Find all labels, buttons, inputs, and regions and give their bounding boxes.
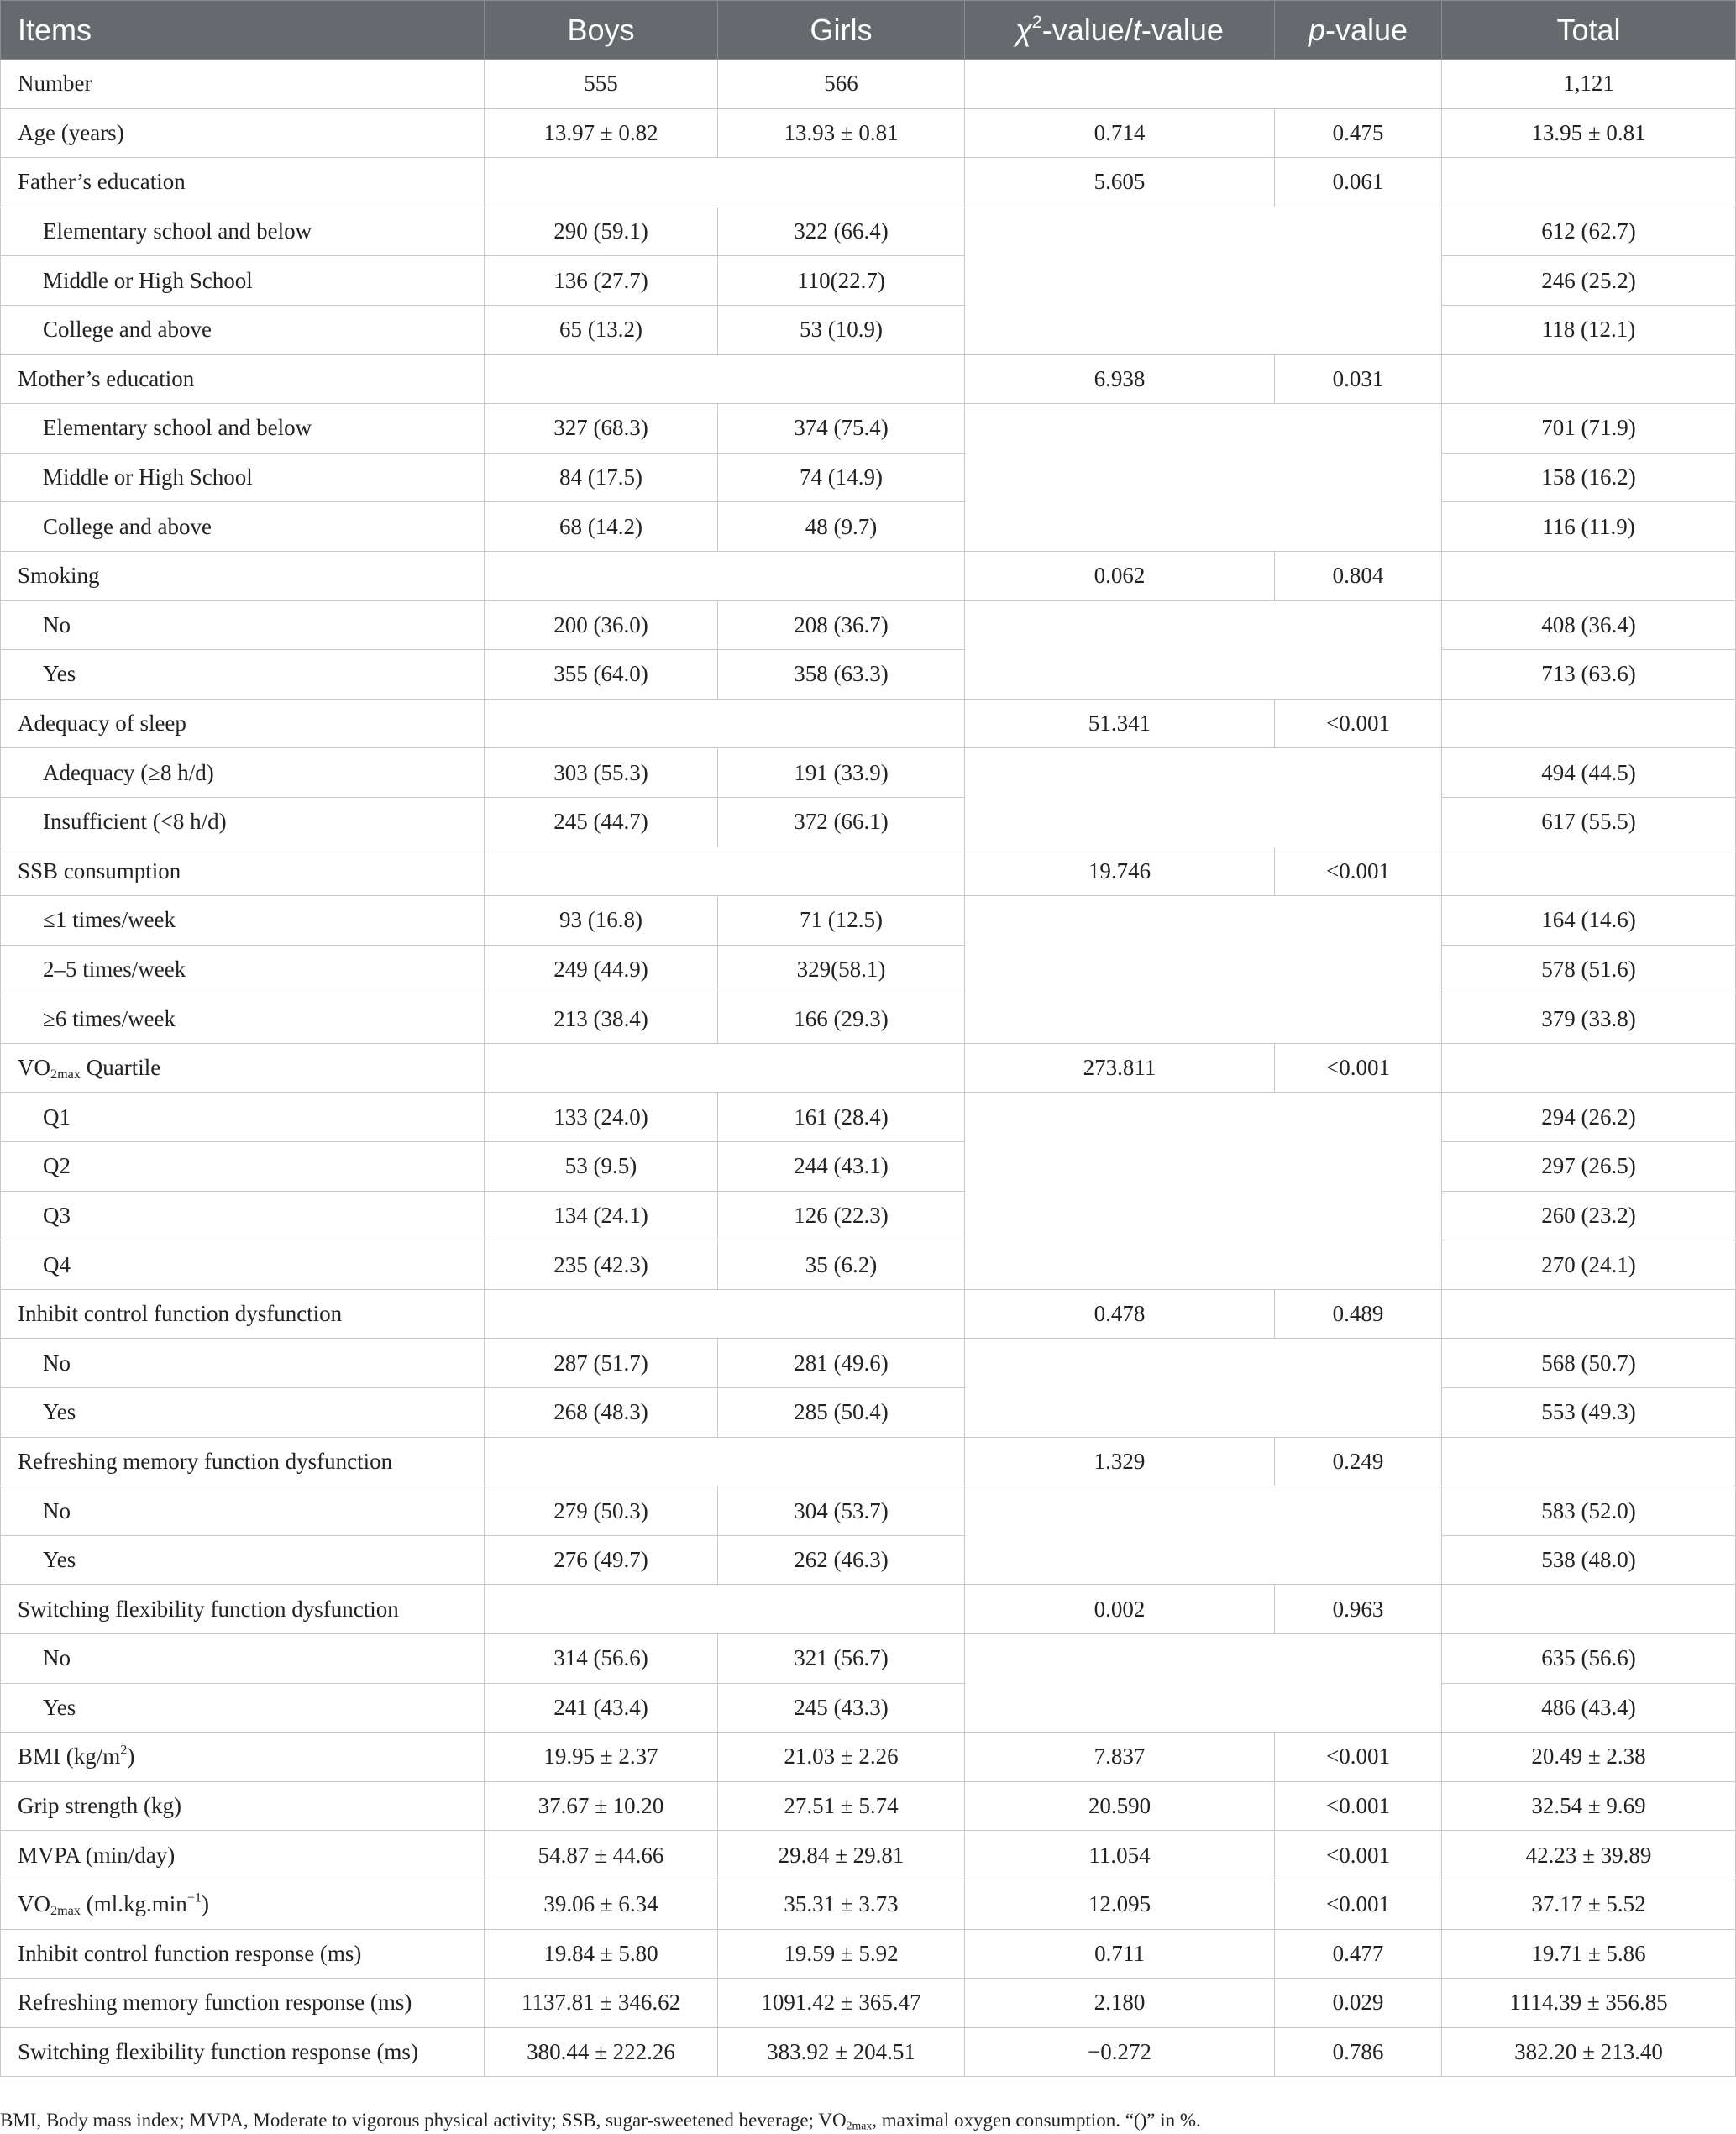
cell-total: 583 (52.0) (1442, 1486, 1736, 1536)
cell-p-value: <0.001 (1275, 1733, 1442, 1782)
cell-boys: 19.84 ± 5.80 (485, 1929, 718, 1979)
cell-girls: 322 (66.4) (718, 207, 965, 256)
cell-boys: 249 (44.9) (485, 945, 718, 994)
cell-total: 701 (71.9) (1442, 404, 1736, 454)
cell-girls: 374 (75.4) (718, 404, 965, 454)
cell-statistic: 273.811 (965, 1043, 1275, 1093)
row-label: Elementary school and below (1, 404, 485, 454)
row-label: Grip strength (kg) (1, 1781, 485, 1831)
row-sub (1, 305, 1736, 354)
cell-total: 538 (48.0) (1442, 1535, 1736, 1585)
cell-empty (965, 896, 1442, 1044)
cell-boys: 68 (14.2) (485, 502, 718, 552)
cell-total: 164 (14.6) (1442, 896, 1736, 946)
row-sub (1, 748, 1736, 798)
row-sub (1, 945, 1736, 994)
row-label: Elementary school and below (1, 207, 485, 256)
cell-girls: 304 (53.7) (718, 1486, 965, 1536)
header-total: Total (1442, 1, 1736, 60)
row-inhibit-response (1, 1929, 1736, 1979)
row-father-education (1, 158, 1736, 207)
cell-total: 42.23 ± 39.89 (1442, 1831, 1736, 1880)
row-label: Switching flexibility function response (ms) (1, 2027, 485, 2077)
cell-empty (485, 354, 965, 404)
cell-statistic: 1.329 (965, 1437, 1275, 1486)
cell-p-value: 0.061 (1275, 158, 1442, 207)
row-vo2max-quartile (1, 1043, 1736, 1093)
cell-girls: 53 (10.9) (718, 305, 965, 354)
cell-girls: 285 (50.4) (718, 1388, 965, 1438)
row-inhibit-dysfunction (1, 1289, 1736, 1339)
row-label: Yes (1, 650, 485, 700)
row-label: Number (1, 60, 485, 109)
cell-girls: 110(22.7) (718, 256, 965, 306)
row-label: Refreshing memory function response (ms) (1, 1979, 485, 2028)
row-label: No (1, 1339, 485, 1388)
row-label: Adequacy of sleep (1, 699, 485, 748)
row-sleep (1, 699, 1736, 748)
row-label: Q2 (1, 1142, 485, 1192)
cell-total: 578 (51.6) (1442, 945, 1736, 994)
cell-boys: 290 (59.1) (485, 207, 718, 256)
row-label: MVPA (min/day) (1, 1831, 485, 1880)
cell-total: 382.20 ± 213.40 (1442, 2027, 1736, 2077)
cell-total: 270 (24.1) (1442, 1240, 1736, 1290)
cell-empty (485, 1585, 965, 1634)
cell-girls: 35.31 ± 3.73 (718, 1880, 965, 1929)
cell-p-value: 0.489 (1275, 1289, 1442, 1339)
row-sub (1, 1191, 1736, 1240)
row-sub (1, 453, 1736, 502)
cell-boys: 268 (48.3) (485, 1388, 718, 1438)
row-refresh-dysfunction (1, 1437, 1736, 1486)
cell-statistic: 0.062 (965, 551, 1275, 600)
cell-p-value: 0.477 (1275, 1929, 1442, 1979)
cell-boys: 200 (36.0) (485, 600, 718, 650)
cell-empty (965, 1093, 1442, 1289)
cell-total: 713 (63.6) (1442, 650, 1736, 700)
cell-girls: 27.51 ± 5.74 (718, 1781, 965, 1831)
cell-girls: 48 (9.7) (718, 502, 965, 552)
cell-boys: 314 (56.6) (485, 1634, 718, 1684)
cell-boys: 355 (64.0) (485, 650, 718, 700)
cell-girls: 29.84 ± 29.81 (718, 1831, 965, 1880)
cell-p-value: <0.001 (1275, 1781, 1442, 1831)
cell-statistic: 0.478 (965, 1289, 1275, 1339)
cell-boys: 65 (13.2) (485, 305, 718, 354)
cell-statistic: 0.002 (965, 1585, 1275, 1634)
cell-empty (1442, 1289, 1736, 1339)
cell-girls: 208 (36.7) (718, 600, 965, 650)
cell-girls: 383.92 ± 204.51 (718, 2027, 965, 2077)
cell-total: 246 (25.2) (1442, 256, 1736, 306)
cell-empty (965, 1339, 1442, 1437)
cell-girls: 19.59 ± 5.92 (718, 1929, 965, 1979)
cell-total: 553 (49.3) (1442, 1388, 1736, 1438)
cell-girls: 566 (718, 60, 965, 109)
cell-boys: 39.06 ± 6.34 (485, 1880, 718, 1929)
cell-empty (1442, 354, 1736, 404)
row-label: Switching flexibility function dysfunction (1, 1585, 485, 1634)
cell-statistic: 11.054 (965, 1831, 1275, 1880)
row-sub (1, 404, 1736, 454)
row-label: Yes (1, 1535, 485, 1585)
row-sub (1, 256, 1736, 306)
row-label: ≤1 times/week (1, 896, 485, 946)
cell-girls: 262 (46.3) (718, 1535, 965, 1585)
cell-p-value: 0.029 (1275, 1979, 1442, 2028)
cell-boys: 13.97 ± 0.82 (485, 108, 718, 158)
cell-boys: 37.67 ± 10.20 (485, 1781, 718, 1831)
cell-total: 379 (33.8) (1442, 994, 1736, 1044)
cell-empty (1442, 847, 1736, 896)
row-sub (1, 797, 1736, 847)
cell-boys: 380.44 ± 222.26 (485, 2027, 718, 2077)
cell-total: 568 (50.7) (1442, 1339, 1736, 1388)
cell-empty (485, 1043, 965, 1093)
row-bmi (1, 1733, 1736, 1782)
row-label: SSB consumption (1, 847, 485, 896)
cell-p-value: 0.804 (1275, 551, 1442, 600)
cell-p-value: <0.001 (1275, 1043, 1442, 1093)
cell-total: 19.71 ± 5.86 (1442, 1929, 1736, 1979)
row-ssb (1, 847, 1736, 896)
cell-girls: 281 (49.6) (718, 1339, 965, 1388)
cell-girls: 191 (33.9) (718, 748, 965, 798)
cell-girls: 321 (56.7) (718, 1634, 965, 1684)
row-label: Insufficient (<8 h/d) (1, 797, 485, 847)
cell-statistic: 19.746 (965, 847, 1275, 896)
cell-statistic: 0.711 (965, 1929, 1275, 1979)
cell-statistic: 6.938 (965, 354, 1275, 404)
row-label: Smoking (1, 551, 485, 600)
row-refresh-response (1, 1979, 1736, 2028)
cell-girls: 329(58.1) (718, 945, 965, 994)
cell-total: 32.54 ± 9.69 (1442, 1781, 1736, 1831)
cell-empty (965, 748, 1442, 847)
cell-empty (485, 158, 965, 207)
cell-total: 20.49 ± 2.38 (1442, 1733, 1736, 1782)
cell-girls: 161 (28.4) (718, 1093, 965, 1142)
cell-boys: 287 (51.7) (485, 1339, 718, 1388)
row-label: Yes (1, 1388, 485, 1438)
cell-total: 297 (26.5) (1442, 1142, 1736, 1192)
cell-empty (485, 551, 965, 600)
cell-empty (1442, 699, 1736, 748)
row-label: 2–5 times/week (1, 945, 485, 994)
cell-empty (965, 207, 1442, 354)
row-label: Middle or High School (1, 256, 485, 306)
cell-statistic: −0.272 (965, 2027, 1275, 2077)
cell-empty (1442, 1437, 1736, 1486)
row-label: College and above (1, 305, 485, 354)
cell-boys: 276 (49.7) (485, 1535, 718, 1585)
cell-boys: 327 (68.3) (485, 404, 718, 454)
cell-boys: 245 (44.7) (485, 797, 718, 847)
cell-girls: 166 (29.3) (718, 994, 965, 1044)
row-sub (1, 1240, 1736, 1290)
cell-total: 158 (16.2) (1442, 453, 1736, 502)
row-label: No (1, 600, 485, 650)
cell-empty (1442, 551, 1736, 600)
cell-boys: 84 (17.5) (485, 453, 718, 502)
row-label: $VO_{2max}$ Quartile (1, 1043, 485, 1093)
row-label: Age (years) (1, 108, 485, 158)
cell-girls: 245 (43.3) (718, 1683, 965, 1733)
cell-total: 294 (26.2) (1442, 1093, 1736, 1142)
row-label: No (1, 1486, 485, 1536)
cell-statistic: 2.180 (965, 1979, 1275, 2028)
row-sub (1, 600, 1736, 650)
row-label: Middle or High School (1, 453, 485, 502)
row-sub (1, 994, 1736, 1044)
row-sub (1, 1339, 1736, 1388)
cell-total: 37.17 ± 5.52 (1442, 1880, 1736, 1929)
row-label: Inhibit control function dysfunction (1, 1289, 485, 1339)
row-label: Refreshing memory function dysfunction (1, 1437, 485, 1486)
cell-total: 260 (23.2) (1442, 1191, 1736, 1240)
cell-girls: 244 (43.1) (718, 1142, 965, 1192)
row-sub (1, 1486, 1736, 1536)
header-p-value: p-value (1275, 1, 1442, 60)
table-footnote: BMI, Body mass index; MVPA, Moderate to vigorous physical activity; SSB, sugar-sweetened beverage; $VO_{2max}$, maximal oxygen consumption. “()” in %. (0, 2110, 1201, 2132)
cell-p-value: 0.786 (1275, 2027, 1442, 2077)
cell-total: 118 (12.1) (1442, 305, 1736, 354)
row-sub (1, 1634, 1736, 1684)
cell-total: 617 (55.5) (1442, 797, 1736, 847)
row-mother-education (1, 354, 1736, 404)
row-label: BMI $(kg/m^2)$ (1, 1733, 485, 1782)
cell-empty (1442, 1585, 1736, 1634)
cell-empty (965, 404, 1442, 552)
cell-p-value: 0.475 (1275, 108, 1442, 158)
cell-girls: 21.03 ± 2.26 (718, 1733, 965, 1782)
cell-empty (1442, 1043, 1736, 1093)
row-vo2max (1, 1880, 1736, 1929)
row-sub (1, 502, 1736, 552)
header-items: Items (1, 1, 485, 60)
row-label: Inhibit control function response (ms) (1, 1929, 485, 1979)
row-label: No (1, 1634, 485, 1684)
row-label: Q1 (1, 1093, 485, 1142)
cell-boys: 93 (16.8) (485, 896, 718, 946)
cell-boys: 241 (43.4) (485, 1683, 718, 1733)
row-sub (1, 1142, 1736, 1192)
cell-boys: 133 (24.0) (485, 1093, 718, 1142)
cell-p-value: <0.001 (1275, 1831, 1442, 1880)
row-label: College and above (1, 502, 485, 552)
row-sub (1, 1683, 1736, 1733)
cell-boys: 1137.81 ± 346.62 (485, 1979, 718, 2028)
row-sub (1, 1093, 1736, 1142)
cell-statistic: 5.605 (965, 158, 1275, 207)
cell-empty (485, 1437, 965, 1486)
row-label: Mother’s education (1, 354, 485, 404)
row-switch-dysfunction (1, 1585, 1736, 1634)
cell-p-value: 0.031 (1275, 354, 1442, 404)
cell-girls: 74 (14.9) (718, 453, 965, 502)
row-sub (1, 1535, 1736, 1585)
cell-boys: 303 (55.3) (485, 748, 718, 798)
row-sub (1, 1388, 1736, 1438)
header-test-statistic: $\chi^2-value/t$-value (965, 1, 1275, 60)
cell-p-value: <0.001 (1275, 699, 1442, 748)
cell-p-value: 0.963 (1275, 1585, 1442, 1634)
header-girls: Girls (718, 1, 965, 60)
cell-boys: 19.95 ± 2.37 (485, 1733, 718, 1782)
cell-empty (965, 1486, 1442, 1585)
cell-girls: 358 (63.3) (718, 650, 965, 700)
cell-empty (965, 600, 1442, 699)
cell-girls: 71 (12.5) (718, 896, 965, 946)
header-row (1, 1, 1736, 60)
row-sub (1, 650, 1736, 700)
row-label: Yes (1, 1683, 485, 1733)
cell-empty (965, 1634, 1442, 1733)
cell-total: 635 (56.6) (1442, 1634, 1736, 1684)
cell-empty (485, 847, 965, 896)
cell-p-value: <0.001 (1275, 1880, 1442, 1929)
cell-empty (965, 60, 1442, 109)
cell-total: 486 (43.4) (1442, 1683, 1736, 1733)
cell-boys: 53 (9.5) (485, 1142, 718, 1192)
cell-total: 1114.39 ± 356.85 (1442, 1979, 1736, 2028)
cell-boys: 235 (42.3) (485, 1240, 718, 1290)
cell-girls: 372 (66.1) (718, 797, 965, 847)
cell-empty (1442, 158, 1736, 207)
row-label: Father’s education (1, 158, 485, 207)
row-number (1, 60, 1736, 109)
cell-boys: 136 (27.7) (485, 256, 718, 306)
row-mvpa (1, 1831, 1736, 1880)
cell-total: 1,121 (1442, 60, 1736, 109)
row-grip (1, 1781, 1736, 1831)
row-switch-response (1, 2027, 1736, 2077)
cell-girls: 126 (22.3) (718, 1191, 965, 1240)
row-smoking (1, 551, 1736, 600)
cell-boys: 134 (24.1) (485, 1191, 718, 1240)
row-sub (1, 896, 1736, 946)
cell-p-value: 0.249 (1275, 1437, 1442, 1486)
row-sub (1, 207, 1736, 256)
header-boys: Boys (485, 1, 718, 60)
cell-total: 612 (62.7) (1442, 207, 1736, 256)
row-label: ≥6 times/week (1, 994, 485, 1044)
row-label: Adequacy (≥8 h/d) (1, 748, 485, 798)
row-label: Q3 (1, 1191, 485, 1240)
cell-statistic: 51.341 (965, 699, 1275, 748)
cell-boys: 213 (38.4) (485, 994, 718, 1044)
row-label: Q4 (1, 1240, 485, 1290)
cell-statistic: 20.590 (965, 1781, 1275, 1831)
cell-girls: 1091.42 ± 365.47 (718, 1979, 965, 2028)
cell-boys: 279 (50.3) (485, 1486, 718, 1536)
cell-total: 408 (36.4) (1442, 600, 1736, 650)
cell-empty (485, 699, 965, 748)
row-label: $VO_{2max}$ $(ml.kg.\min^{-1})$ (1, 1880, 485, 1929)
cell-total: 13.95 ± 0.81 (1442, 108, 1736, 158)
cell-total: 494 (44.5) (1442, 748, 1736, 798)
cell-p-value: <0.001 (1275, 847, 1442, 896)
cell-girls: 13.93 ± 0.81 (718, 108, 965, 158)
cell-girls: 35 (6.2) (718, 1240, 965, 1290)
cell-boys: 555 (485, 60, 718, 109)
cell-boys: 54.87 ± 44.66 (485, 1831, 718, 1880)
cell-statistic: 7.837 (965, 1733, 1275, 1782)
cell-empty (485, 1289, 965, 1339)
cell-total: 116 (11.9) (1442, 502, 1736, 552)
row-age (1, 108, 1736, 158)
cell-statistic: 0.714 (965, 108, 1275, 158)
cell-statistic: 12.095 (965, 1880, 1275, 1929)
